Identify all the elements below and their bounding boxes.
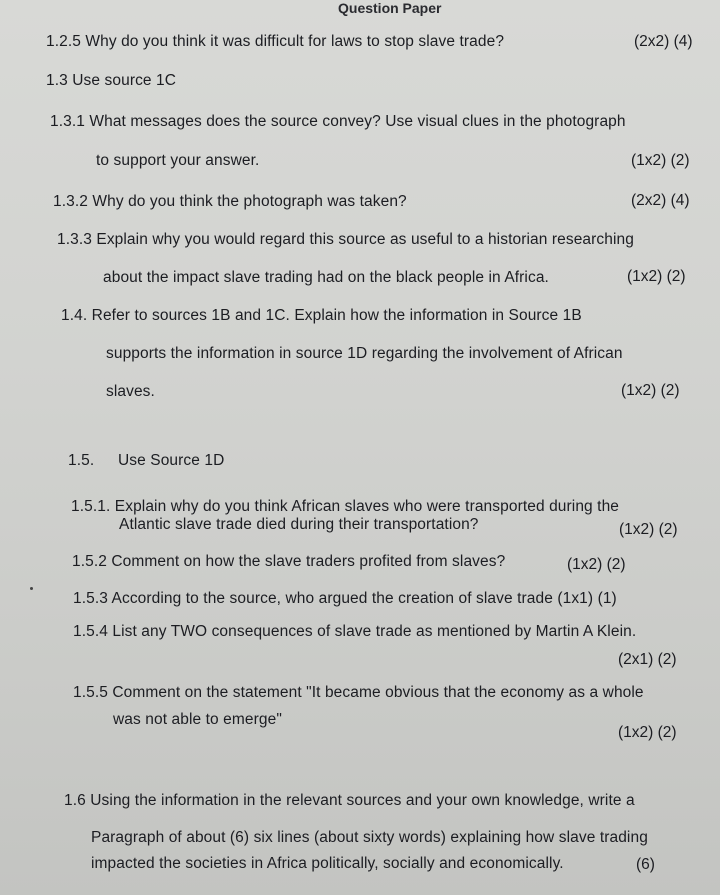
question-1-4-marks: (1x2) (2) bbox=[621, 382, 680, 399]
question-1-3-3-marks: (1x2) (2) bbox=[627, 268, 686, 285]
question-1-4-line-1: 1.4. Refer to sources 1B and 1C. Explain how the information in Source 1B bbox=[61, 307, 582, 324]
question-1-6-line-1: 1.6 Using the information in the relevant sources and your own knowledge, write a bbox=[64, 792, 635, 809]
section-1-5-heading: Use Source 1D bbox=[118, 452, 225, 469]
question-1-5-4: 1.5.4 List any TWO consequences of slave trade as mentioned by Martin A Klein. bbox=[73, 623, 637, 640]
question-1-3-2-marks: (2x2) (4) bbox=[631, 192, 690, 209]
question-1-4-line-3: slaves. bbox=[106, 383, 155, 400]
question-1-5-2-marks: (1x2) (2) bbox=[567, 556, 626, 573]
question-1-3-2: 1.3.2 Why do you think the photograph was taken? bbox=[53, 193, 407, 210]
question-1-3-1-marks: (1x2) (2) bbox=[631, 152, 690, 169]
question-1-6-line-2: Paragraph of about (6) six lines (about sixty words) explaining how slave trading bbox=[91, 829, 648, 846]
question-1-5-3: 1.5.3 According to the source, who argued the creation of slave trade (1x1) (1) bbox=[73, 590, 617, 607]
question-1-3-3-line-2: about the impact slave trading had on the black people in Africa. bbox=[103, 269, 549, 286]
question-1-6-marks: (6) bbox=[636, 856, 655, 873]
question-1-5-5-line-2: was not able to emerge" bbox=[113, 711, 282, 728]
stray-dot bbox=[30, 587, 33, 590]
question-1-5-1-line-1: 1.5.1. Explain why do you think African slaves who were transported during the bbox=[71, 498, 620, 515]
question-1-5-2: 1.5.2 Comment on how the slave traders profited from slaves? bbox=[72, 553, 506, 570]
section-1-3-heading: 1.3 Use source 1C bbox=[46, 72, 177, 89]
question-1-3-1-line-2: to support your answer. bbox=[96, 152, 260, 169]
question-1-5-5-line-1: 1.5.5 Comment on the statement "It became obvious that the economy as a whole bbox=[73, 684, 644, 701]
question-1-5-5-marks: (1x2) (2) bbox=[618, 724, 677, 741]
question-1-5-1-marks: (1x2) (2) bbox=[619, 521, 678, 538]
question-1-2-5: 1.2.5 Why do you think it was difficult for laws to stop slave trade? bbox=[46, 33, 505, 50]
question-1-2-5-marks: (2x2) (4) bbox=[634, 33, 693, 50]
question-1-4-line-2: supports the information in source 1D regarding the involvement of African bbox=[106, 345, 623, 362]
question-1-3-3-line-1: 1.3.3 Explain why you would regard this source as useful to a historian researching bbox=[57, 231, 634, 248]
section-1-5-number: 1.5. bbox=[68, 452, 95, 469]
question-1-6-line-3: impacted the societies in Africa politically, socially and economically. bbox=[91, 855, 564, 872]
page-header: Question Paper bbox=[338, 0, 442, 16]
question-1-5-4-marks: (2x1) (2) bbox=[618, 651, 677, 668]
question-1-3-1-line-1: 1.3.1 What messages does the source convey? Use visual clues in the photograph bbox=[50, 113, 626, 130]
question-1-5-1-line-2: Atlantic slave trade died during their transportation? bbox=[119, 516, 479, 533]
